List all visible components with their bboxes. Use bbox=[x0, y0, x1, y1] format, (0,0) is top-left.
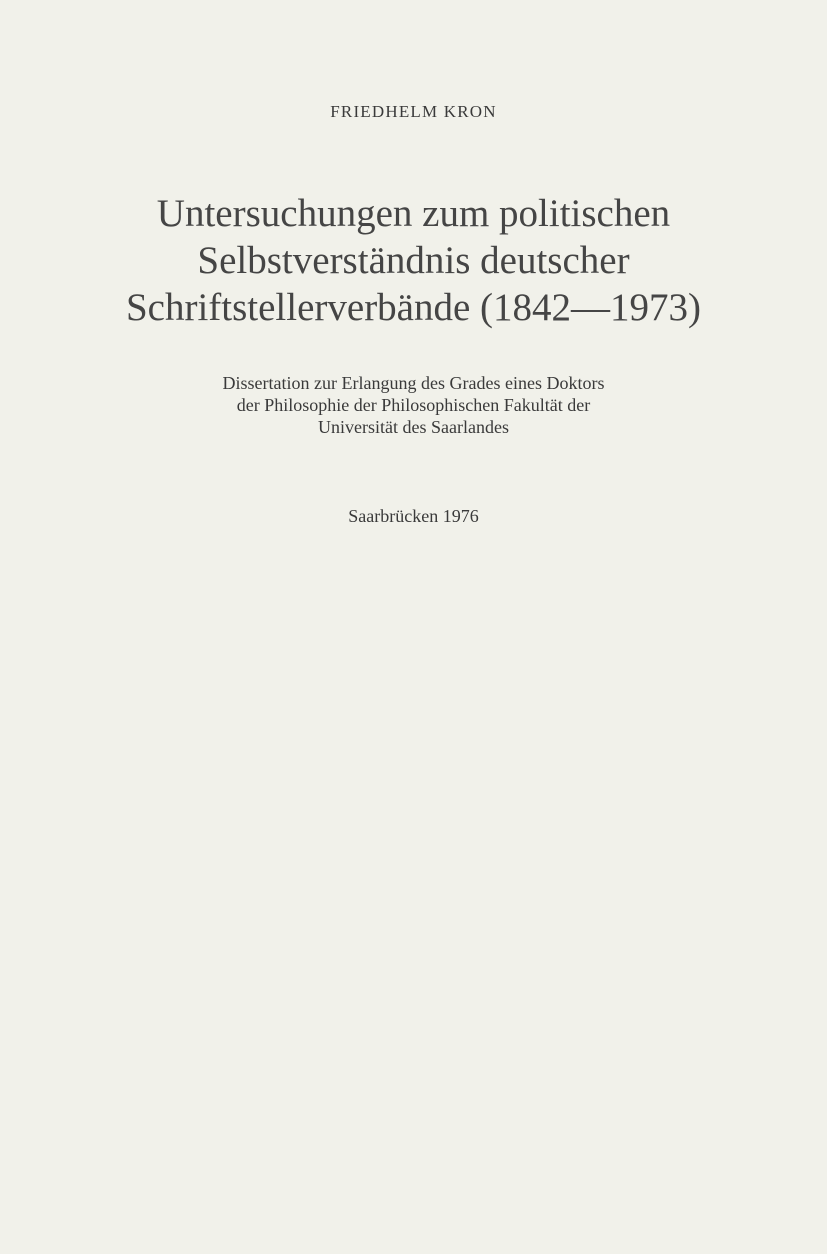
dissertation-line: der Philosophie der Philosophischen Fakultät der bbox=[236, 395, 591, 415]
dissertation-note bbox=[0, 372, 827, 438]
dissertation-line: Universität des Saarlandes bbox=[318, 417, 509, 437]
author-name: FRIEDHELM KRON bbox=[330, 102, 497, 121]
book-title bbox=[0, 190, 827, 331]
dissertation-line: Dissertation zur Erlangung des Grades eines Doktors bbox=[222, 373, 605, 393]
title-line: Untersuchungen zum politischen bbox=[156, 192, 671, 235]
place-and-year: Saarbrücken 1976 bbox=[348, 506, 479, 526]
title-line: Selbstverständnis deutscher bbox=[197, 239, 630, 282]
title-line: Schriftstellerverbände (1842—1973) bbox=[125, 286, 702, 329]
